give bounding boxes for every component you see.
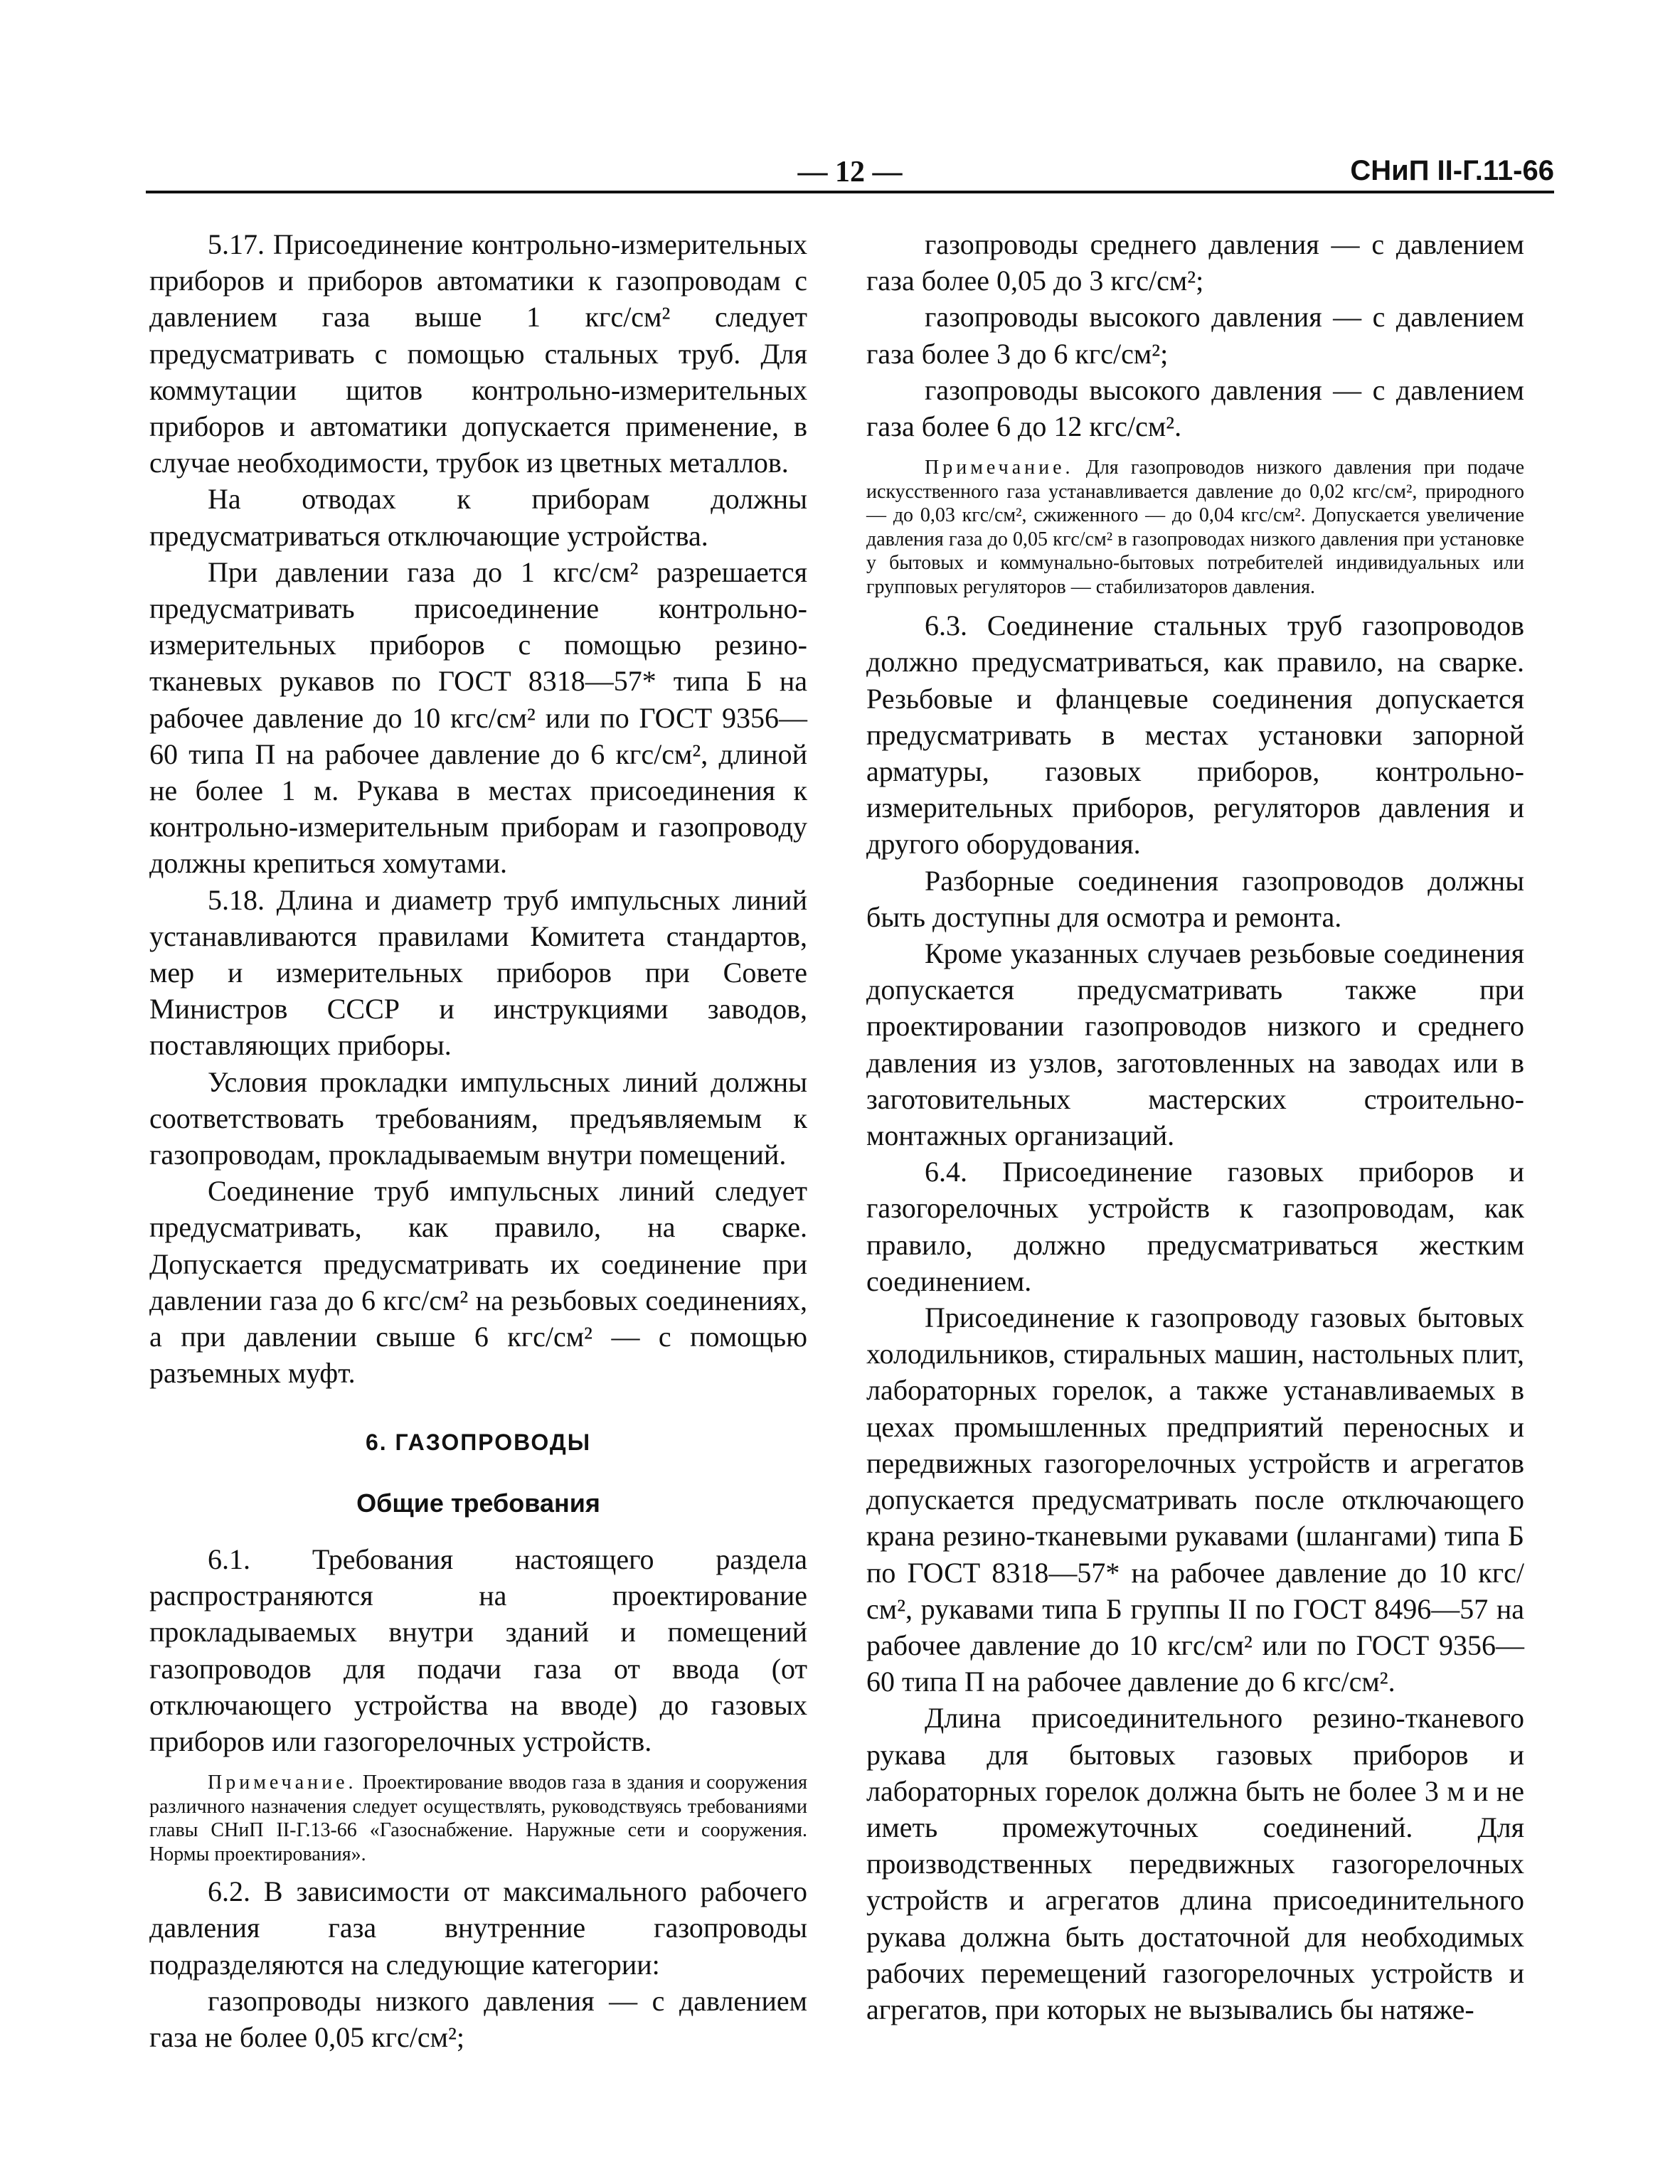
paragraph-6-4: 6.4. Присоединение газовых приборов и газогорелочных устройств к газопроводам, как правило, должно предусматриваться жестким соединением. (866, 1156, 1524, 1297)
section-title: 6. ГАЗОПРОВОДЫ (365, 1429, 592, 1455)
paragraph: Длина присоединительного резино-тканевого рукава для бытовых газовых приборов и лабораторных горелок должна быть не более 3 м и не иметь промежуточных соединений. Для производственных передвижных газогорелочных устройств и агрегатов длина присоединительного рукава должна быть достаточной для необходимых рабочих перемещений газогорелочных устройств и агрегатов, при которых не вызывались бы натяже- (866, 1702, 1524, 2025)
paragraph: На отводах к приборам должны предусматриваться отключающие устройства. (149, 483, 807, 552)
paragraph-6-3: 6.3. Соединение стальных труб газопроводов должно предусматриваться, как правило, на сварке. Резьбовые и фланцевые соединения допускается предусматривать в местах установки запорной арматуры, газовых приборов, контрольно-измерительных приборов, регуляторов давления и другого оборудования. (866, 609, 1524, 861)
paragraph: Соединение труб импульсных линий следует предусматривать, как правило, на сварке. Допускается предусматривать их соединение при давлении газа до 6 кгс/см² на резьбовых соединениях, а при давлении свыше 6 кгс/см² — с помощью разъемных муфт. (149, 1175, 807, 1390)
note-label: Примечание. (925, 457, 1074, 479)
document-code: СНиП II-Г.11-66 (1350, 155, 1554, 186)
left-column (149, 226, 807, 2055)
paragraph: газопроводы низкого давления — с давлением газа не более 0,05 кгс/см²; (149, 1984, 807, 2053)
paragraph-6-2: 6.2. В зависимости от максимального рабочего давления газа внутренние газопроводы подразделяются на следующие категории: (149, 1875, 807, 1981)
paragraph: газопроводы высокого давления — с давлением газа более 3 до 6 кгс/см²; (866, 301, 1524, 370)
note-text: Проектирование вводов газа в здания и сооружения различного назначения следует осуществлять, руководствуясь требованиями главы СНиП II-Г.13-66 «Газоснабжение. Наружные сети и сооружения. Нормы проектирования». (149, 1772, 808, 1865)
paragraph: Условия прокладки импульсных линий должны соответствовать требованиям, предъявляемым к газопроводам, прокладываемым внутри помещений. (149, 1065, 807, 1171)
paragraph: Разборные соединения газопроводов должны быть доступны для осмотра и ремонта. (866, 864, 1524, 933)
paragraph: газопроводы высокого давления — с давлением газа более 6 до 12 кгс/см². (866, 373, 1524, 443)
paragraph: При давлении газа до 1 кгс/см² разрешается предусматривать присоединение контрольно-измерительных приборов с помощью резино-тканевых рукавов по ГОСТ 8318—57* типа Б на рабочее давление до 10 кгс/см² или по ГОСТ 9356—60 типа П на рабочее давление до 6 кгс/см², длиной не более 1 м. Рукава в местах присоединения к контрольно-измерительным приборам и газопроводу должны крепиться хомутами. (149, 555, 807, 880)
page-number: — 12 — (797, 156, 903, 188)
paragraph: Присоединение к газопроводу газовых бытовых холодильников, стиральных машин, настольных плит, лабораторных горелок, а также устанавливаемых в цехах промышленных предприятий переносных и передвижных газогорелочных устройств и агрегатов допускается предусматривать после отключающего крана резино-тканевыми рукавами (шлангами) типа Б по ГОСТ 8318—57* на рабочее давление до 10 кгс/см², рукавами типа Б группы II по ГОСТ 8496—57 на рабочее давление до 10 кгс/см² или по ГОСТ 9356—60 типа П на рабочее давление до 6 кгс/см². (866, 1301, 1524, 1698)
paragraph: Кроме указанных случаев резьбовые соединения допускается предусматривать также при проектировании газопроводов низкого и среднего давления из узлов, заготовленных на заводах или в заготовительных мастерских строительно-монтажных организаций. (866, 937, 1524, 1152)
header-rule (146, 191, 1554, 193)
paragraph: газопроводы среднего давления — с давлением газа более 0,05 до 3 кгс/см²; (866, 228, 1524, 297)
note-label: Примечание. (208, 1772, 357, 1794)
note-text: Для газопроводов низкого давления при подаче искусственного газа устанавливается давление до 0,02 кгс/см², природного — до 0,03 кгс/см², сжиженного — до 0,04 кгс/см². Допускается увеличение давления газа до 0,05 кгс/см² в газопроводах низкого давления при установке у бытовых и коммунально-бытовых потребителей индивидуальных или групповых регуляторов — стабилизаторов давления. (866, 457, 1524, 598)
paragraph-5-18: 5.18. Длина и диаметр труб импульсных линий устанавливаются правилами Комитета стандартов, мер и измерительных приборов при Совете Министров СССР и инструкциями заводов, поставляющих приборы. (149, 883, 807, 1062)
note (866, 456, 1524, 599)
paragraph-6-1: 6.1. Требования настоящего раздела распространяются на проектирование прокладываемых внутри зданий и помещений газопроводов для подачи газа от ввода (от отключающего устройства на вводе) до газовых приборов или газогорелочных устройств. (149, 1543, 807, 1757)
subsection-title: Общие требования (356, 1488, 600, 1518)
right-column (866, 226, 1524, 2028)
note (149, 1771, 807, 1866)
paragraph-5-17: 5.17. Присоединение контрольно-измерительных приборов и приборов автоматики к газопроводам с давлением газа выше 1 кгс/см² следует предусматривать с помощью стальных труб. Для коммутации щитов контрольно-измерительных приборов и автоматики допускается применение, в случае необходимости, трубок из цветных металлов. (149, 228, 807, 479)
